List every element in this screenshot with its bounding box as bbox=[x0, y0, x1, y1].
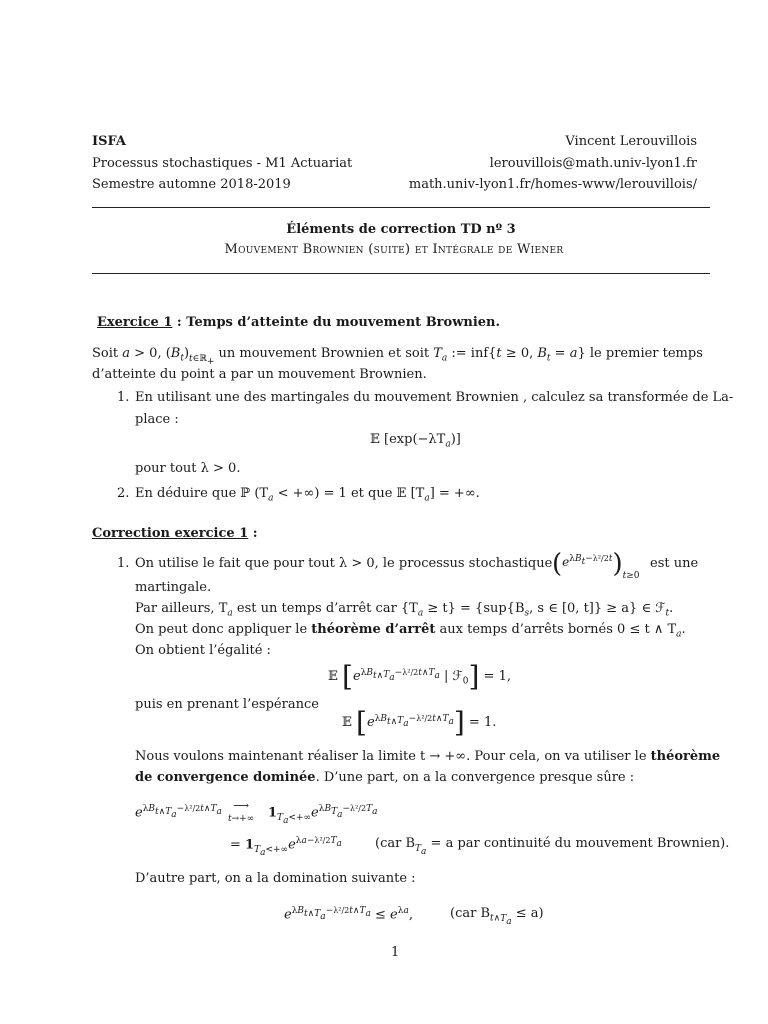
laplace-equation: 𝔼 $[\exp(-\lambda T_a)]$ bbox=[370, 432, 461, 450]
intro-text-b: un mouvement Brownien et soit bbox=[214, 346, 434, 361]
correction-item1-number: 1. bbox=[117, 556, 130, 571]
exercise-intro-line1: Soit a > 0, $(B_t)_{t\in ℝ_+}$ un mouvement Brownien et soit $T_a$ := inf{t ≥ 0, $B_t = a$} le premier temps bbox=[92, 346, 703, 367]
correction-line3: Par ailleurs, $T_a$ est un temps d’arrêt car $\{T_a \ge t\} = \{sup\{B_s$, s ∈ [0, t]} ≥ a} ∈ ℱ$_t$. bbox=[135, 601, 674, 619]
correction-line2: martingale. bbox=[135, 580, 212, 595]
car2-b: ≤ a) bbox=[511, 906, 544, 921]
correction-line9: D’autre part, on a la domination suivante : bbox=[135, 871, 416, 886]
page-number: 1 bbox=[391, 945, 400, 960]
corr-l3-a: Par ailleurs, T bbox=[135, 601, 228, 616]
car1-a: (car B bbox=[375, 836, 416, 851]
corr-l3-c: ≥ t} = {sup{B bbox=[423, 601, 525, 616]
intro-text-c: le premier temps bbox=[585, 346, 703, 361]
convergence-rhs1: $1_{T_a<+\infty}e^{\lambda B_{T_a}-\lambda^2/2T_a}$ bbox=[268, 804, 378, 826]
header-rule-bottom bbox=[92, 273, 710, 274]
optional-stopping-theorem: théorème d’arrêt bbox=[311, 622, 436, 637]
item2-number: 2. bbox=[117, 486, 130, 501]
correction-line6: puis en prenant l’espérance bbox=[135, 697, 319, 712]
institution: ISFA bbox=[92, 134, 127, 149]
dominated-convergence-2: de convergence dominée bbox=[135, 770, 316, 785]
item2-text: En déduire que ℙ ($T_a$ < +∞) = 1 et que 𝔼 $[T_a]$ = +∞. bbox=[135, 486, 480, 504]
correction-colon: : bbox=[248, 526, 258, 541]
process-expression: $(^{e^{\lambda B_t-\lambda^2/2t}})_{t\ge 0}$ bbox=[552, 549, 640, 582]
item2-text-a: En déduire que ℙ (T bbox=[135, 486, 269, 501]
correction-line1b: est une bbox=[650, 556, 699, 571]
car1-b: = a par continuité du mouvement Brownien). bbox=[426, 836, 730, 851]
item1-number: 1. bbox=[117, 390, 130, 405]
correction-heading bbox=[92, 526, 258, 541]
correction-line5: On obtient l’égalité : bbox=[135, 643, 271, 658]
author-url[interactable]: math.univ-lyon1.fr/homes-www/lerouvillois/ bbox=[408, 177, 697, 192]
header-rule-top bbox=[92, 207, 710, 208]
exercise-heading bbox=[97, 315, 500, 330]
corr-l3-d: , s ∈ [0, t]} ≥ a} ∈ ℱ bbox=[529, 601, 666, 616]
correction-line7 bbox=[135, 749, 720, 764]
item2-text-c: ] = +∞. bbox=[429, 486, 480, 501]
item2-text-b: < +∞) = 1 et que 𝔼 [T bbox=[273, 486, 425, 501]
convergence-reason: (car $B_{T_a} = a$ par continuité du mouvement Brownien). bbox=[375, 836, 730, 857]
domination-reason: (car $B_{t\wedge T_a} \le a$) bbox=[450, 906, 544, 927]
intro-text-a: Soit bbox=[92, 346, 123, 361]
author-name: Vincent Lerouvillois bbox=[565, 134, 697, 149]
dominated-convergence-1: théorème bbox=[650, 749, 721, 764]
correction-label: Correction exercice 1 bbox=[92, 526, 249, 541]
car2-a: (car B bbox=[450, 906, 491, 921]
limit-arrow: ⟶ t→+∞ bbox=[228, 799, 255, 824]
course-name: Processus stochastiques - M1 Actuariat bbox=[92, 156, 353, 171]
exercise-intro-line2: d’atteinte du point a par un mouvement Brownien. bbox=[92, 367, 427, 382]
correction-line4: On peut donc appliquer le théorème d’arrêt aux temps d’arrêts bornés 0 ≤ t ∧ $T_a$. bbox=[135, 622, 686, 640]
corr-l4-b: aux temps d’arrêts bornés 0 ≤ t ∧ T bbox=[435, 622, 677, 637]
corr-l7-a: Nous voulons maintenant réaliser la limite t → +∞. Pour cela, on va utiliser le bbox=[135, 749, 651, 764]
correction-line1a: On utilise le fait que pour tout λ > 0, le processus stochastique bbox=[135, 556, 553, 571]
domination-inequality: $e^{\lambda B_{t\wedge T_a}-\lambda^2/2t\wedge T_a} \le e^{\lambda a}$, bbox=[284, 906, 413, 923]
exercise-title: : Temps d’atteinte du mouvement Brownien. bbox=[172, 315, 501, 330]
exercise-label: Exercice 1 bbox=[97, 315, 173, 330]
item1-line1: En utilisant une des martingales du mouvement Brownien , calculez sa transformée de La- bbox=[135, 390, 734, 405]
corr-l3-b: est un temps d’arrêt car {T bbox=[232, 601, 418, 616]
item1-after: pour tout λ > 0. bbox=[135, 461, 241, 476]
correction-line8 bbox=[135, 770, 634, 785]
item1-line2: place : bbox=[135, 412, 179, 427]
convergence-rhs2: = $1_{T_a<+\infty}e^{\lambda a-\lambda^2/2T_a}$ bbox=[230, 836, 342, 858]
conditional-expectation-equation: 𝔼 [$e^{\lambda B_{t\wedge T_a}-\lambda^2/2t\wedge T_a}$ | ℱ$_0$] = 1, bbox=[328, 660, 511, 693]
doc-title: Éléments de correction TD nº 3 bbox=[286, 222, 516, 237]
corr-l8-b: . D’une part, on a la convergence presque sûre : bbox=[315, 770, 635, 785]
doc-subtitle: Mouvement Brownien (suite) et Intégrale de Wiener bbox=[224, 242, 564, 257]
expectation-equation: 𝔼 $[e^{\lambda B_{t\wedge T_a}-\lambda^2/2t\wedge T_a}] = 1$. bbox=[342, 706, 497, 739]
laplace-eq-text: 𝔼 [exp(−λT bbox=[370, 432, 446, 447]
convergence-lhs: $e^{\lambda B_{t\wedge T_a}-\lambda^2/2t\wedge T_a}$ bbox=[135, 804, 222, 821]
corr-l4-a: On peut donc appliquer le bbox=[135, 622, 312, 637]
author-email[interactable]: lerouvillois@math.univ-lyon1.fr bbox=[489, 156, 697, 171]
semester: Semestre automne 2018-2019 bbox=[92, 177, 291, 192]
